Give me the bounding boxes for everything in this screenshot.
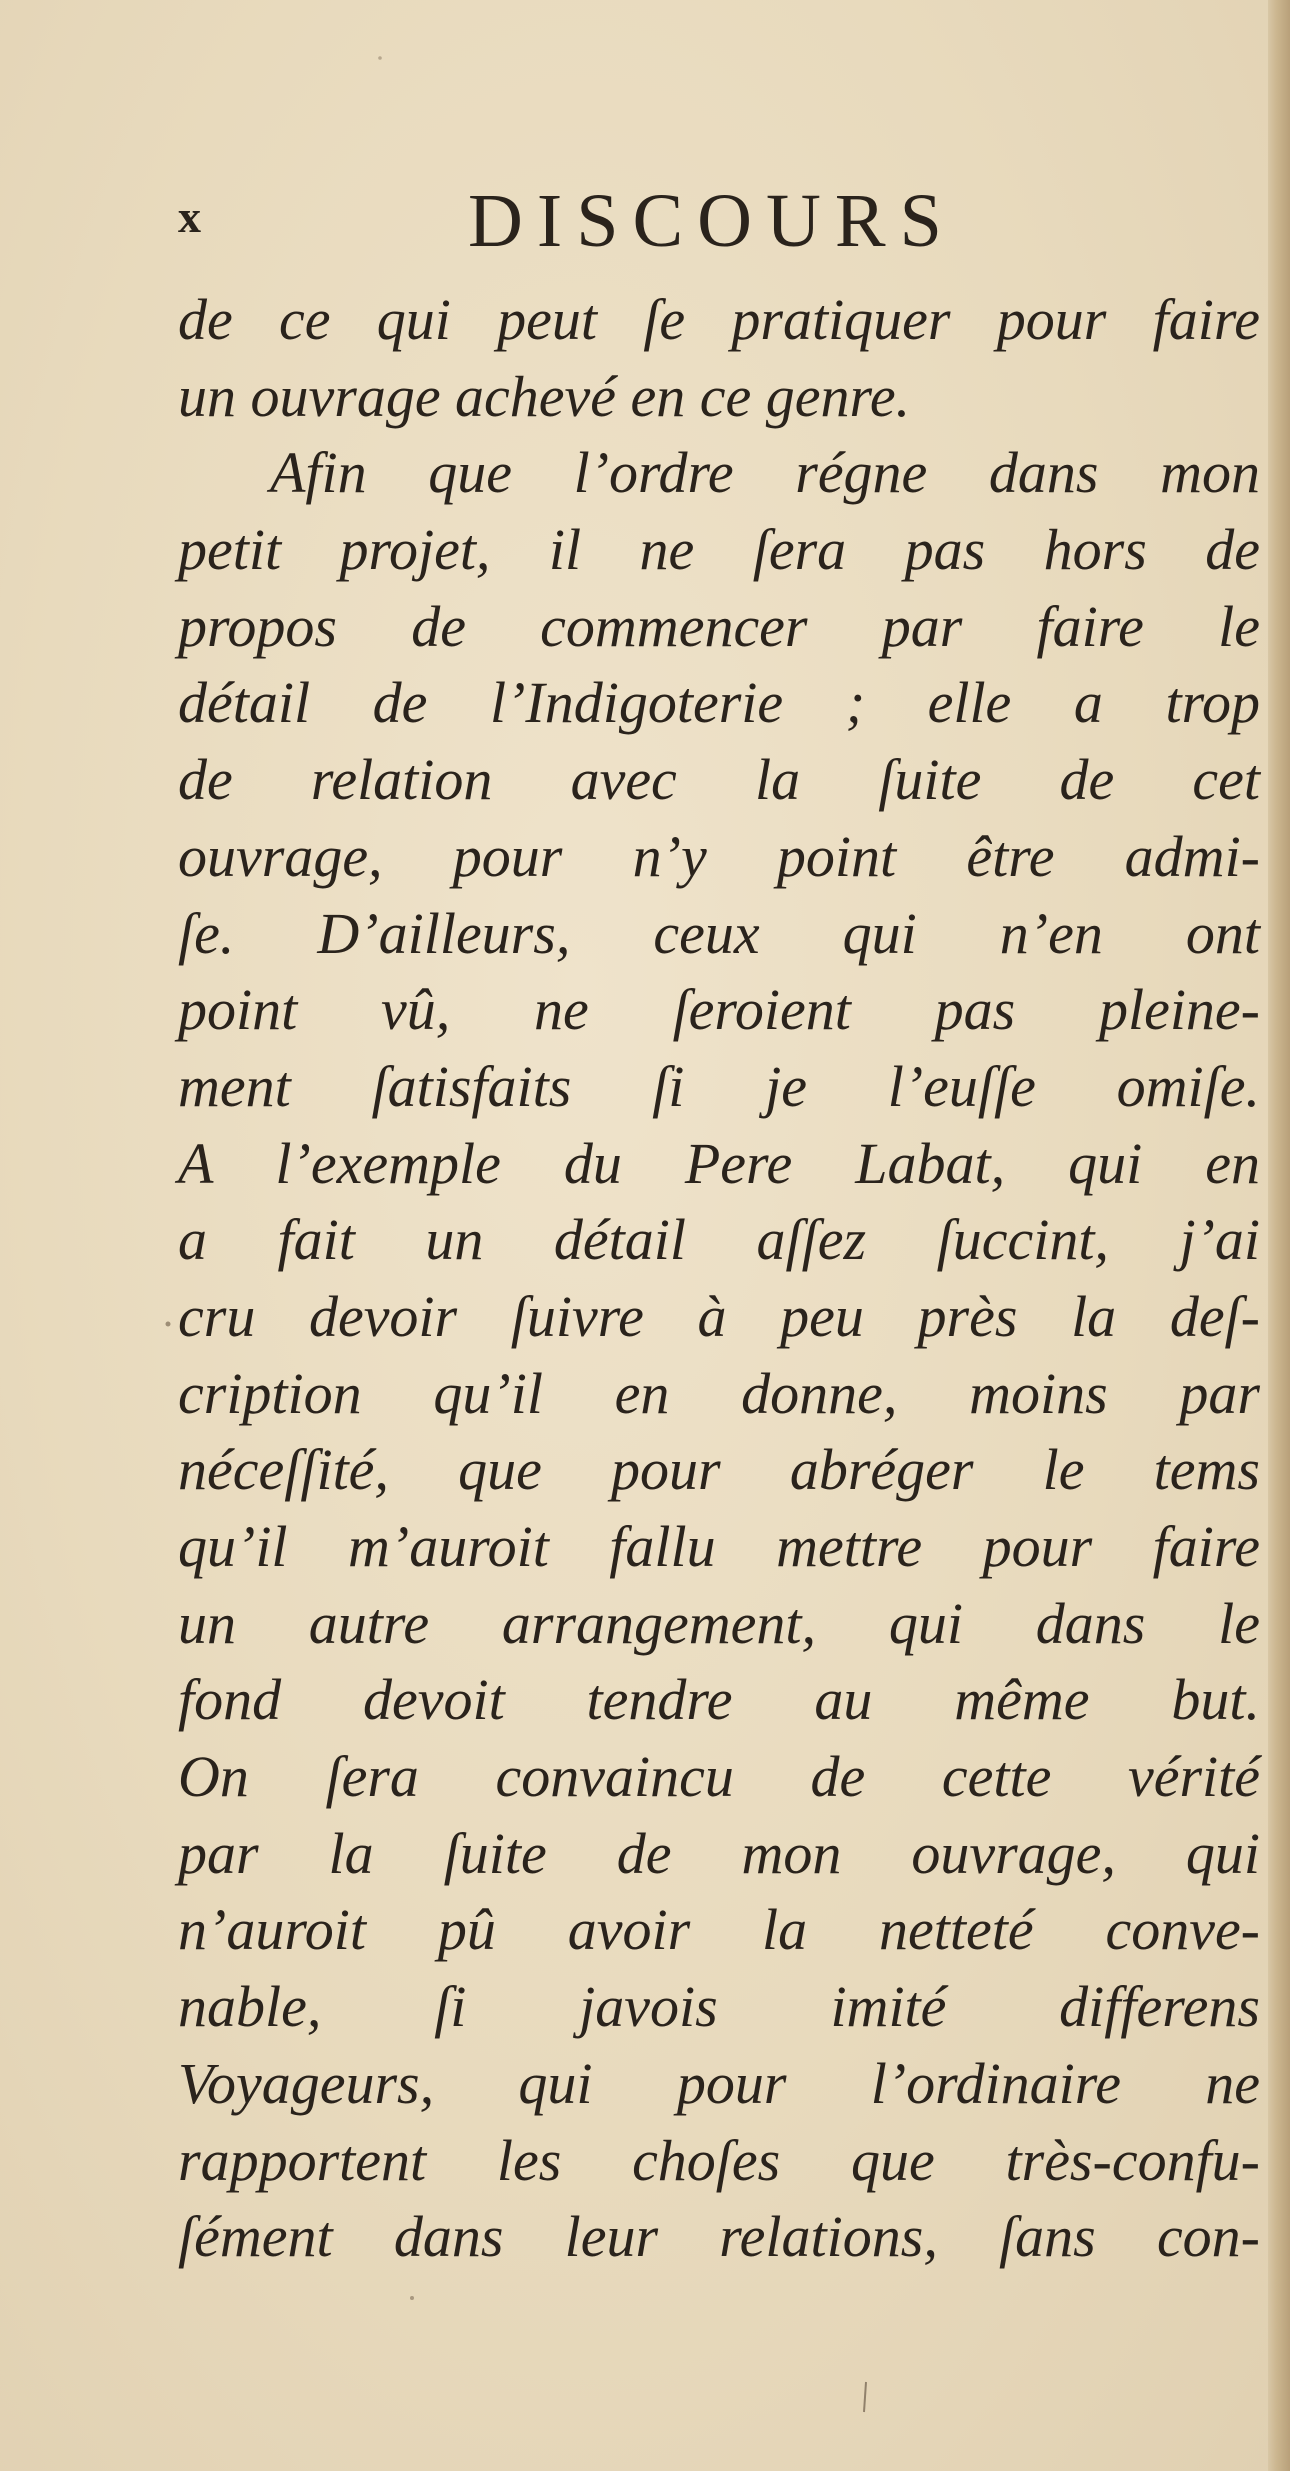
text-line: ſe. D’ailleurs, ceux qui n’en ont: [178, 900, 1260, 966]
text-line: Voyageurs, qui pour l’ordinaire ne: [178, 2050, 1260, 2116]
text-line: ſément dans leur relations, ſans con-: [178, 2204, 1260, 2270]
text-line: rapportent les choſes que très-confu-: [178, 2127, 1260, 2193]
text-line: un autre arrangement, qui dans le: [178, 1590, 1260, 1656]
running-head: [178, 178, 1178, 268]
text-line: de ce qui peut ſe pratiquer pour faire: [178, 287, 1260, 352]
text-line: a fait un détail aſſez ſuccint, j’ai: [178, 1207, 1260, 1273]
text-line: n’auroit pû avoir la netteté conve-: [178, 1897, 1260, 1963]
text-line: cru devoir ſuivre à peu près la deſ-: [178, 1283, 1260, 1349]
text-line: ouvrage, pour n’y point être admi-: [178, 823, 1260, 889]
text-line: détail de l’Indigoterie ; elle a trop: [178, 670, 1260, 736]
text-line: A l’exemple du Pere Labat, qui en: [178, 1130, 1260, 1196]
text-line: On ſera convaincu de cette vérité: [178, 1744, 1260, 1810]
text-line: par la ſuite de mon ouvrage, qui: [178, 1820, 1260, 1886]
text-line: Afin que l’ordre régne dans mon: [270, 440, 1260, 506]
text-line: qu’il m’auroit fallu mettre pour faire: [178, 1514, 1260, 1579]
text-line: ment ſatisfaits ſi je l’euſſe omiſe.: [178, 1053, 1260, 1119]
page-gutter-edge: [1268, 0, 1290, 2471]
text-line: fond devoit tendre au même but.: [178, 1667, 1260, 1733]
text-line: de relation avec la ſuite de cet: [178, 747, 1260, 813]
text-line: propos de commencer par faire le: [178, 593, 1260, 659]
text-line: néceſſité, que pour abréger le tems: [178, 1437, 1260, 1503]
text-line: point vû, ne ſeroient pas pleine-: [178, 977, 1260, 1043]
body-text: [178, 282, 1260, 2276]
text-line: cription qu’il en donne, moins par: [178, 1360, 1260, 1426]
text-line: un ouvrage achevé en ce genre.: [178, 363, 911, 429]
text-line: petit projet, il ne ſera pas hors de: [178, 517, 1260, 583]
page-number: x: [178, 191, 203, 242]
running-head-title: DISCOURS: [468, 179, 956, 263]
text-line: nable, ſi javois imité differens: [178, 1974, 1260, 2040]
